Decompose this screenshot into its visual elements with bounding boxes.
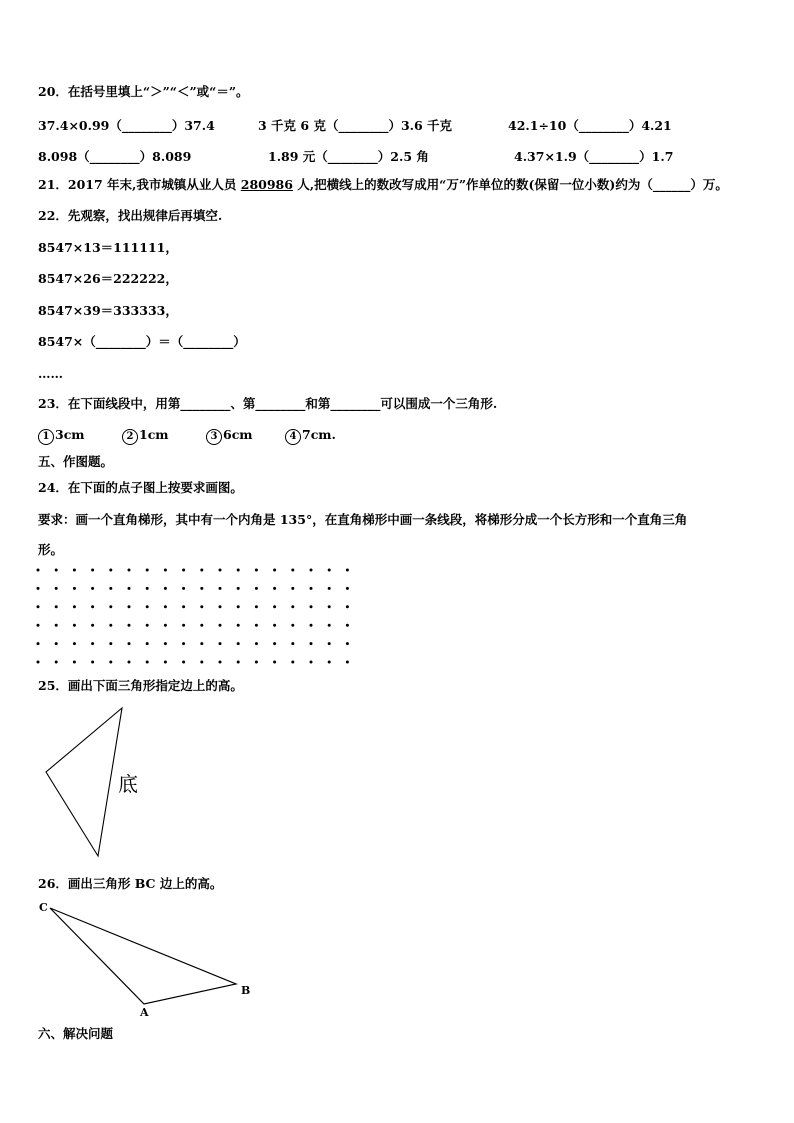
q22-ellipsis: …… — [38, 366, 63, 381]
grid-dot — [128, 661, 131, 664]
grid-dot — [73, 661, 76, 664]
grid-dot — [200, 569, 203, 572]
base-label: 底 — [118, 772, 138, 796]
grid-dot — [73, 569, 76, 572]
grid-dot — [128, 587, 131, 590]
grid-dot — [237, 587, 240, 590]
q24-requirement-2: 形。 — [38, 542, 64, 557]
grid-dot — [310, 569, 313, 572]
grid-dot — [146, 642, 149, 645]
grid-dot — [146, 587, 149, 590]
q21-number: 280986 — [240, 177, 293, 192]
grid-dot — [310, 642, 313, 645]
triangle-q25[interactable] — [40, 700, 160, 865]
grid-dot — [291, 569, 294, 572]
grid-dot — [255, 624, 258, 627]
grid-dot — [255, 587, 258, 590]
grid-dot — [37, 661, 40, 664]
grid-dot — [182, 624, 185, 627]
q26-title: 26．画出三角形 BC 边上的高。 — [38, 876, 223, 891]
grid-dot — [328, 605, 331, 608]
grid-dot — [91, 624, 94, 627]
grid-dot — [219, 624, 222, 627]
grid-dot — [146, 569, 149, 572]
q20-item-6: 4.37×1.9（________）1.7 — [514, 149, 674, 164]
grid-dot — [128, 605, 131, 608]
q22-line-1: 8547×13＝111111， — [38, 240, 178, 255]
q24-title: 24．在下面的点子图上按要求画图。 — [38, 480, 243, 495]
grid-dot — [91, 569, 94, 572]
q22-line-4: 8547×（________）＝（________） — [38, 334, 246, 349]
triangle-abc[interactable] — [36, 898, 266, 1020]
q22-line-3: 8547×39＝333333， — [38, 303, 178, 318]
grid-dot — [73, 587, 76, 590]
grid-dot — [37, 569, 40, 572]
vertex-label-c: C — [39, 901, 48, 914]
grid-dot — [55, 605, 58, 608]
vertex-label-a: A — [140, 1006, 149, 1019]
dot-grid[interactable] — [30, 563, 360, 673]
grid-dot — [37, 587, 40, 590]
q20-title: 20．在括号里填上“＞”“＜”或“＝”。 — [38, 84, 249, 99]
grid-dot — [37, 624, 40, 627]
grid-dot — [164, 605, 167, 608]
grid-dot — [328, 661, 331, 664]
grid-dot — [128, 642, 131, 645]
grid-dot — [328, 642, 331, 645]
q21-text — [38, 177, 728, 193]
grid-dot — [200, 642, 203, 645]
grid-dot — [346, 642, 349, 645]
grid-dot — [310, 661, 313, 664]
grid-dot — [219, 587, 222, 590]
grid-dot — [55, 661, 58, 664]
grid-dot — [291, 661, 294, 664]
grid-dot — [310, 587, 313, 590]
grid-dot — [219, 569, 222, 572]
grid-dot — [164, 661, 167, 664]
grid-dot — [237, 642, 240, 645]
grid-dot — [310, 624, 313, 627]
grid-dot — [219, 642, 222, 645]
grid-dot — [291, 605, 294, 608]
grid-dot — [109, 642, 112, 645]
q24-requirement-1: 要求：画一个直角梯形，其中有一个内角是 135°，在直角梯形中画一条线段，将梯形分成一个长方形和一个直角三角 — [38, 512, 688, 527]
grid-dot — [128, 624, 131, 627]
grid-dot — [91, 587, 94, 590]
grid-dot — [146, 624, 149, 627]
grid-dot — [55, 624, 58, 627]
q22-line-2: 8547×26＝222222， — [38, 271, 178, 286]
grid-dot — [146, 661, 149, 664]
grid-dot — [164, 587, 167, 590]
grid-dot — [109, 569, 112, 572]
grid-dot — [273, 624, 276, 627]
grid-dot — [109, 624, 112, 627]
q23-option-1: 1 3cm — [38, 427, 85, 445]
q20-item-5: 1.89 元（________）2.5 角 — [268, 149, 429, 164]
grid-dot — [255, 569, 258, 572]
grid-dot — [55, 642, 58, 645]
grid-dot — [310, 605, 313, 608]
grid-dot — [255, 661, 258, 664]
grid-dot — [55, 569, 58, 572]
grid-dot — [200, 624, 203, 627]
grid-dot — [273, 569, 276, 572]
grid-dot — [37, 642, 40, 645]
grid-dot — [37, 605, 40, 608]
grid-dot — [273, 587, 276, 590]
grid-dot — [237, 661, 240, 664]
grid-dot — [273, 661, 276, 664]
grid-dot — [73, 624, 76, 627]
q21-pre: 21．2017 年末,我市城镇从业人员 — [38, 177, 241, 192]
q20-item-1: 37.4×0.99（________）37.4 — [38, 118, 215, 133]
q21-post: 人,把横线上的数改写成用“万”作单位的数(保留一位小数)约为（______）万。 — [292, 177, 728, 192]
grid-dot — [219, 605, 222, 608]
grid-dot — [109, 587, 112, 590]
q22-title: 22．先观察，找出规律后再填空. — [38, 208, 223, 223]
section-6-heading: 六、解决问题 — [38, 1026, 114, 1041]
grid-dot — [109, 661, 112, 664]
grid-dot — [200, 587, 203, 590]
grid-dot — [146, 605, 149, 608]
grid-dot — [164, 642, 167, 645]
grid-dot — [128, 569, 131, 572]
grid-dot — [237, 605, 240, 608]
grid-dot — [291, 587, 294, 590]
grid-dot — [182, 661, 185, 664]
grid-dot — [164, 624, 167, 627]
grid-dot — [237, 624, 240, 627]
grid-dot — [346, 605, 349, 608]
vertex-label-b: B — [241, 984, 251, 997]
grid-dot — [255, 605, 258, 608]
grid-dot — [273, 605, 276, 608]
grid-dot — [73, 605, 76, 608]
grid-dot — [109, 605, 112, 608]
q20-item-3: 42.1÷10（________）4.21 — [508, 118, 672, 133]
grid-dot — [219, 661, 222, 664]
grid-dot — [273, 642, 276, 645]
grid-dot — [73, 642, 76, 645]
grid-dot — [91, 605, 94, 608]
grid-dot — [346, 569, 349, 572]
grid-dot — [291, 624, 294, 627]
grid-dot — [55, 587, 58, 590]
grid-dot — [346, 661, 349, 664]
q20-item-4: 8.098（________）8.089 — [38, 149, 192, 164]
grid-dot — [346, 624, 349, 627]
q23-title: 23．在下面线段中，用第________、第________和第________可以围成一个三角形. — [38, 396, 498, 411]
grid-dot — [182, 605, 185, 608]
grid-dot — [237, 569, 240, 572]
section-5-heading: 五、作图题。 — [38, 454, 114, 469]
grid-dot — [328, 569, 331, 572]
grid-dot — [200, 605, 203, 608]
q25-title: 25．画出下面三角形指定边上的高。 — [38, 678, 243, 693]
q23-option-4: 4 7cm. — [285, 427, 336, 445]
grid-dot — [182, 569, 185, 572]
grid-dot — [328, 587, 331, 590]
grid-dot — [182, 642, 185, 645]
q23-option-2: 2 1cm — [122, 427, 169, 445]
grid-dot — [182, 587, 185, 590]
grid-dot — [200, 661, 203, 664]
grid-dot — [328, 624, 331, 627]
q23-option-3: 3 6cm — [206, 427, 253, 445]
grid-dot — [255, 642, 258, 645]
grid-dot — [346, 587, 349, 590]
grid-dot — [164, 569, 167, 572]
q20-item-2: 3 千克 6 克（________）3.6 千克 — [258, 118, 453, 133]
grid-dot — [91, 661, 94, 664]
grid-dot — [91, 642, 94, 645]
grid-dot — [291, 642, 294, 645]
